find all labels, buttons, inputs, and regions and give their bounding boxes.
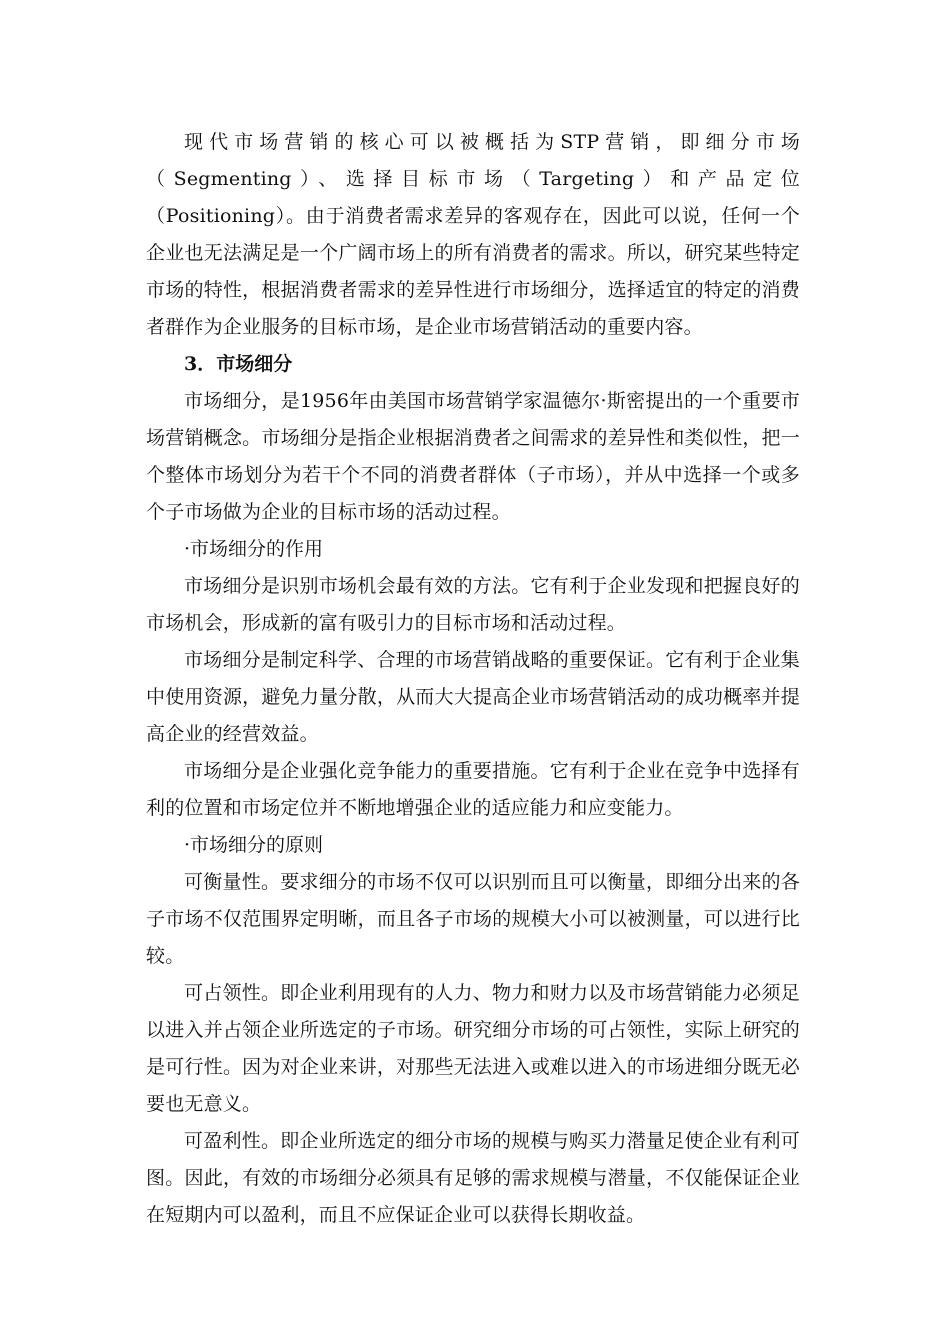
principle-paragraph-2: 可占领性。即企业利用现有的人力、物力和财力以及市场营销能力必须足以进入并占领企业所选定的子市场。研究细分市场的可占领性，实际上研究的是可行性。因为对企业来讲，对那些无法进入或难以进入的市场进细分既无必要也无意义。: [146, 982, 800, 1115]
role-subheading: ·市场细分的作用: [184, 538, 324, 560]
section-heading: 3．市场细分: [184, 353, 293, 375]
principle-paragraph-1: 可衡量性。要求细分的市场不仅可以识别而且可以衡量，即细分出来的各子市场不仅范围界定明晰，而且各子市场的规模大小可以被测量，可以进行比较。: [146, 871, 800, 967]
principle-paragraph-3: 可盈利性。即企业所选定的细分市场的规模与购买力潜量足使企业有利可图。因此，有效的市场细分必须具有足够的需求规模与潜量，不仅能保证企业在短期内可以盈利，而且不应保证企业可以获得长期收益。: [146, 1130, 800, 1226]
role-paragraph-1: 市场细分是识别市场机会最有效的方法。它有利于企业发现和把握良好的市场机会，形成新的富有吸引力的目标市场和活动过程。: [146, 575, 800, 634]
principle-subheading: ·市场细分的原则: [184, 834, 324, 856]
role-paragraph-2: 市场细分是制定科学、合理的市场营销战略的重要保证。它有利于企业集中使用资源，避免力量分散，从而大大提高企业市场营销活动的成功概率并提高企业的经营效益。: [146, 649, 800, 745]
intro-paragraph: 现代市场营销的核心可以被概括为STP营销，即细分市场（Segmenting）、选择目标市场（Targeting）和产品定位（Positioning）。由于消费者需求差异的客观存在，因此可以说，任何一个企业也无法满足是一个广阔市场上的所有消费者的需求。所以，研究某些特定市场的特性，根据消费者需求的差异性进行市场细分，选择适宜的特定的消费者群作为企业服务的目标市场，是企业市场营销活动的重要内容。: [146, 131, 800, 338]
definition-paragraph: 市场细分，是1956年由美国市场营销学家温德尔·斯密提出的一个重要市场营销概念。市场细分是指企业根据消费者之间需求的差异性和类似性，把一个整体市场划分为若干个不同的消费者群体（子市场），并从中选择一个或多个子市场做为企业的目标市场的活动过程。: [146, 390, 800, 523]
role-paragraph-3: 市场细分是企业强化竞争能力的重要措施。它有利于企业在竞争中选择有利的位置和市场定位并不断地增强企业的适应能力和应变能力。: [146, 760, 800, 819]
